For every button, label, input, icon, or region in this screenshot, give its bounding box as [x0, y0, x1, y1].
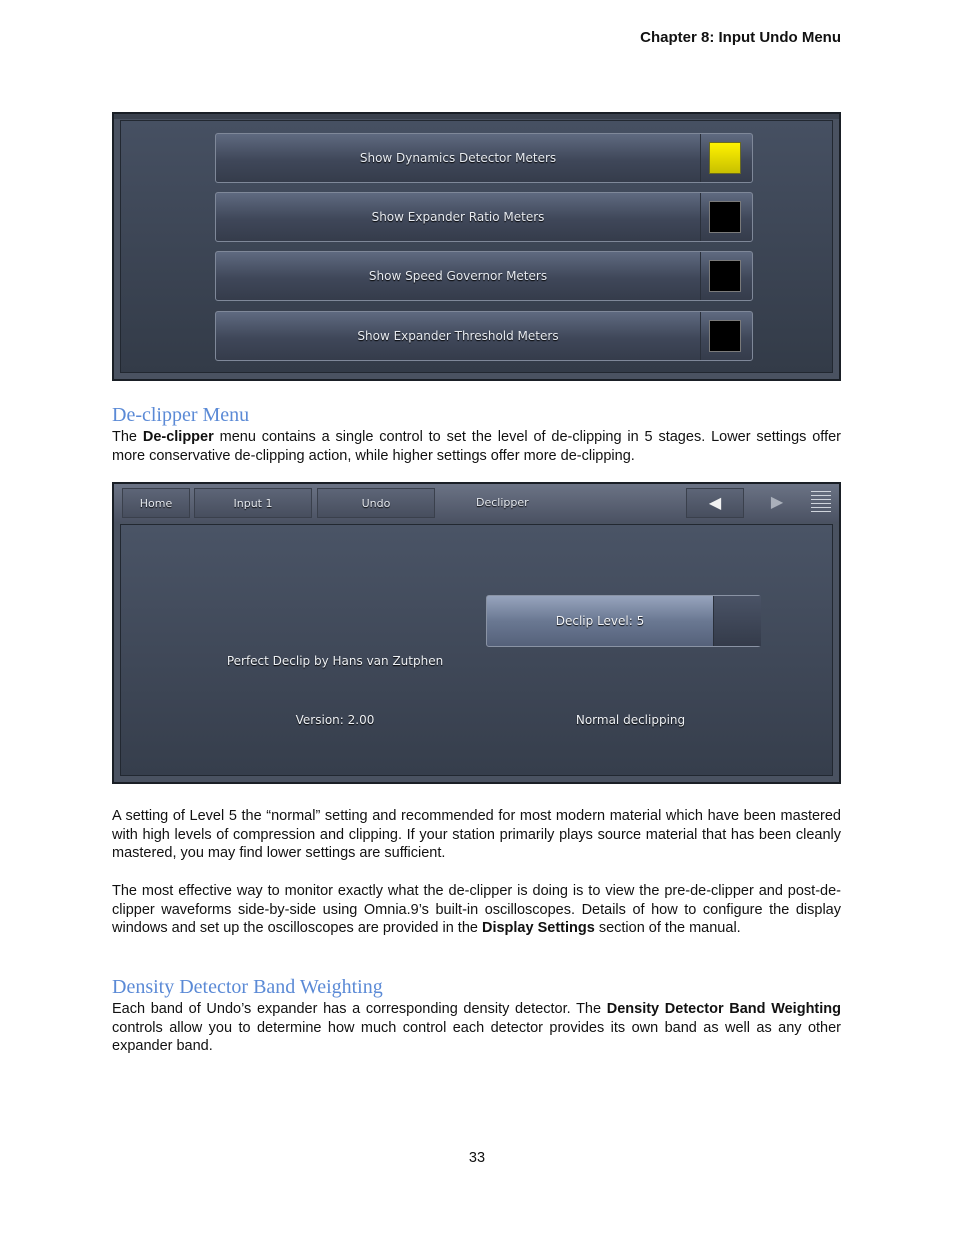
option-dynamics-detector-meters[interactable] [215, 133, 753, 183]
bold-term: Display Settings [481, 920, 595, 937]
option-expander-ratio-meters[interactable] [215, 192, 753, 242]
checkbox-unchecked-icon[interactable] [709, 320, 741, 352]
text: menu contains a single control to set the level of de-clipping in 5 stages. Lower settings offer more conservative de-clipping action, while higher settings offer more de-clipping. [112, 429, 841, 464]
bold-term: De-clipper [142, 429, 214, 445]
paragraph-declipper-intro [112, 428, 841, 465]
credit-text: Perfect Declip by Hans van Zutphen [226, 654, 444, 668]
text: The [112, 429, 143, 445]
screenshot-top-strip [114, 114, 839, 119]
nav-home-button[interactable]: Home [122, 488, 190, 518]
paragraph-level5: A setting of Level 5 the “normal” setting and recommended for most modern material which have been mastered with high levels of compression and clipping. If your station primarily plays source material that has been cleanly mastered, you may find lower settings are sufficient. [112, 808, 841, 862]
checkbox-unchecked-icon[interactable] [709, 260, 741, 292]
version-text: Version: 2.00 [295, 713, 375, 727]
option-label: Show Expander Ratio Meters [371, 210, 545, 224]
checkbox-unchecked-icon[interactable] [709, 201, 741, 233]
option-label: Show Expander Threshold Meters [357, 329, 559, 343]
option-separator [700, 312, 701, 360]
declip-mode-text: Normal declipping [575, 713, 686, 727]
bold-term: Density Detector Band Weighting [606, 1001, 841, 1017]
section-heading-declipper: De-clipper Menu [112, 404, 250, 426]
page-number: 33 [468, 1150, 486, 1166]
option-separator [700, 193, 701, 241]
text: section of the manual. [594, 920, 741, 937]
nav-undo-button[interactable]: Undo [317, 488, 435, 518]
option-label: Show Speed Governor Meters [368, 269, 548, 283]
right-arrow-icon[interactable]: ▶ [770, 494, 784, 511]
nav-bar [114, 484, 839, 522]
chapter-header: Chapter 8: Input Undo Menu [640, 29, 841, 46]
option-label: Show Dynamics Detector Meters [359, 151, 557, 165]
option-separator [700, 252, 701, 300]
meter-options-screenshot [112, 112, 841, 381]
text: controls allow you to determine how much control each detector provides its own band as well as any other expander band. [112, 1019, 841, 1055]
option-speed-governor-meters[interactable] [215, 251, 753, 301]
declip-level-button[interactable] [486, 595, 761, 647]
paragraph-density-intro [112, 1000, 841, 1056]
paragraph-oscilloscopes [112, 882, 841, 938]
text: The most effective way to monitor exactly what the de-clipper is doing is to view the pre-de-clipper and post-de-clipper waveforms side-by-side using Omnia.9’s built-in oscilloscopes. Details of how to configure the display windows and set up the oscilloscopes are provided in the [112, 883, 841, 937]
section-heading-density: Density Detector Band Weighting [112, 976, 383, 998]
text: Each band of Undo’s expander has a corresponding density detector. The [112, 1001, 607, 1017]
nav-current-title: Declipper [476, 496, 529, 509]
option-expander-threshold-meters[interactable] [215, 311, 753, 361]
meter-options-panel [120, 120, 833, 373]
checkbox-checked-icon[interactable] [709, 142, 741, 174]
declipper-screenshot [112, 482, 841, 784]
declip-level-adjust-area[interactable] [713, 596, 761, 646]
option-separator [700, 134, 701, 182]
declip-level-label: Declip Level: 5 [555, 614, 645, 628]
declipper-panel [120, 524, 833, 776]
nav-input-button[interactable]: Input 1 [194, 488, 312, 518]
menu-lines-icon[interactable] [811, 491, 831, 515]
left-arrow-icon[interactable]: ◀ [686, 488, 744, 518]
